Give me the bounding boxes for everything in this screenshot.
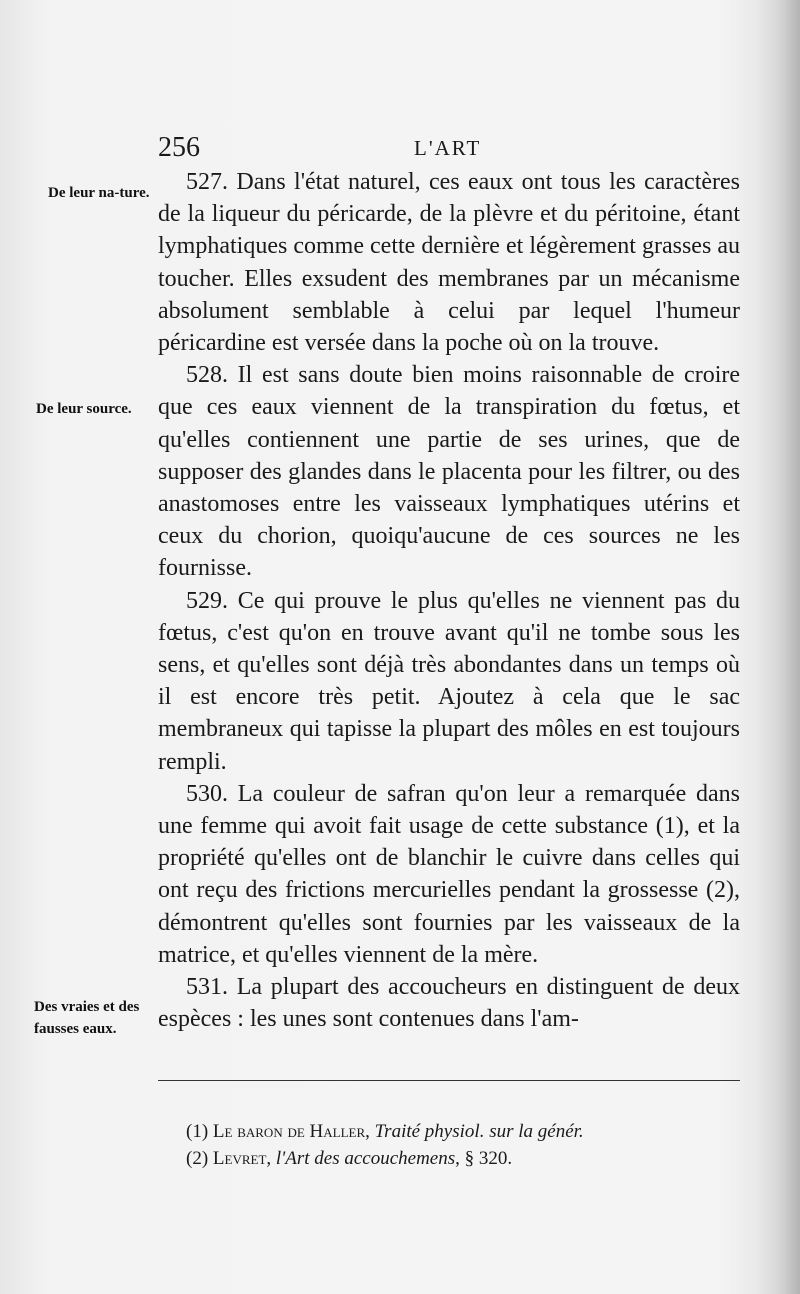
paragraph-529: 529. Ce qui prouve le plus qu'elles ne viennent pas du fœtus, c'est qu'on en trouve avant qu'il ne tombe sous les sens, et qu'elles sont déjà très abondantes dans un temps où il est encore très petit. Ajoutez à cela que le sac membraneux qui tapisse la plupart des môles en est toujours rempli.	[158, 587, 740, 775]
footnote-author: Levret	[212, 1148, 267, 1169]
running-title: L'ART	[414, 136, 482, 160]
footnotes	[186, 1118, 746, 1172]
margin-note-vraies-fausses: Des vraies et des fausses eaux.	[34, 999, 140, 1037]
footnote-1	[186, 1118, 746, 1145]
paragraph-527: 527. Dans l'état naturel, ces eaux ont tous les caractères de la liqueur du péricarde, de la plèvre et du péritoine, étant lymphatiques comme cette dernière et légèrement grasses au toucher. Elles exsudent des membranes par un mécanisme absolument semblable à celui par lequel l'humeur péricardine est versée dans la poche où on la trouve.	[158, 169, 740, 357]
margin-note-source: De leur source.	[36, 401, 132, 417]
footnote-mark: (1)	[186, 1121, 209, 1142]
footnote-title: Traité physiol. sur la génér.	[374, 1121, 584, 1142]
footnote-2	[186, 1145, 746, 1172]
footnote-author: Le baron de Haller	[212, 1121, 366, 1142]
paragraph-531: 531. La plupart des accoucheurs en distinguent de deux espèces : les unes sont contenues dans l'am-	[158, 974, 740, 1033]
footnote-reference: , § 320.	[455, 1148, 513, 1169]
footnote-separator: ,	[365, 1121, 370, 1142]
paragraph-528: 528. Il est sans doute bien moins raisonnable de croire que ces eaux viennent de la transpiration du fœtus, et qu'elles contiennent une partie de ses urines, que de supposer des glandes dans le placenta pour les filtrer, ou des anastomoses entre les vaisseaux lymphatiques utérins et ceux du chorion, quoiqu'aucune de ces sources ne les fournisse.	[158, 362, 740, 582]
footnote-title: l'Art des accouchemens	[275, 1148, 456, 1169]
footnote-separator: ,	[266, 1148, 272, 1169]
main-text	[158, 166, 740, 1035]
margin-note-nature: De leur na-ture.	[48, 185, 150, 201]
footnote-rule	[158, 1080, 740, 1081]
page-number: 256	[158, 132, 200, 163]
page-edge-shadow	[755, 0, 800, 1294]
paragraph-530: 530. La couleur de safran qu'on leur a remarquée dans une femme qui avoit fait usage de cette substance (1), et la propriété qu'elles ont de blanchir le cuivre dans celles qui ont reçu des frictions mercurielles pendant la grossesse (2), démontrent qu'elles sont fournies par les vaisseaux de la matrice, et qu'elles viennent de la mère.	[158, 780, 740, 968]
footnote-mark: (2)	[186, 1148, 209, 1169]
